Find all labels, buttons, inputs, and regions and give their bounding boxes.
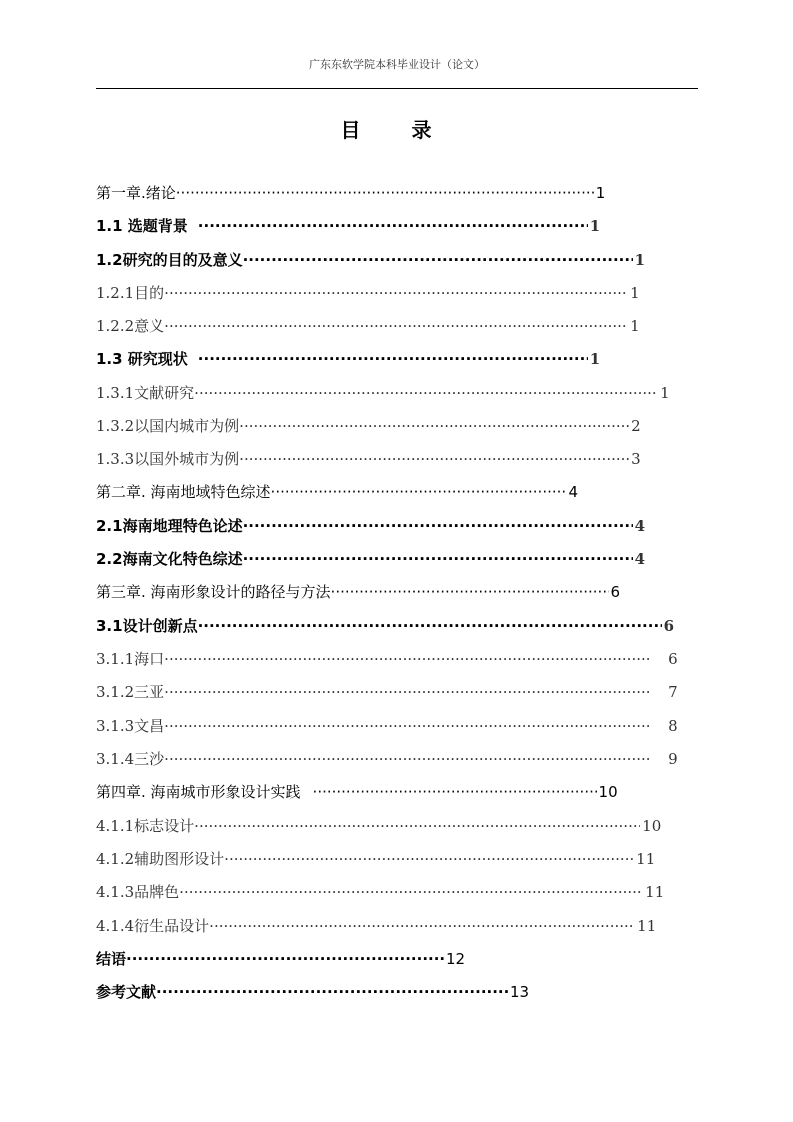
toc-label: 参考文献	[96, 983, 157, 1001]
header-rule	[96, 88, 698, 89]
toc-page: 1	[595, 184, 606, 202]
toc-label: 第二章. 海南地域特色综述	[96, 483, 271, 501]
toc-entry[interactable]	[96, 844, 655, 874]
toc-leader	[179, 877, 643, 907]
toc-page: 3	[631, 450, 641, 468]
toc-entry[interactable]	[96, 877, 664, 907]
toc-entry[interactable]	[96, 944, 465, 974]
toc-entry[interactable]	[96, 477, 578, 507]
toc-page: 12	[446, 950, 466, 968]
toc-page: 8	[668, 717, 678, 735]
toc-label: 1.1 选题背景	[96, 217, 188, 235]
toc-leader	[126, 944, 444, 974]
running-header: 广东东软学院本科毕业设计（论文）	[309, 58, 485, 71]
toc-label: 1.3.1文献研究	[96, 384, 195, 402]
toc-leader	[164, 644, 666, 674]
toc-page: 4	[634, 517, 646, 535]
toc-label: 3.1.1海口	[96, 650, 165, 668]
toc-page: 10	[642, 817, 662, 835]
toc-page: 6	[668, 650, 678, 668]
toc-page: 1	[589, 217, 601, 235]
toc-label: 1.2.2意义	[96, 317, 165, 335]
toc-entry[interactable]	[96, 245, 645, 275]
toc-page: 13	[510, 983, 530, 1001]
toc-page: 1	[630, 317, 640, 335]
toc-label: 2.2海南文化特色综述	[96, 550, 243, 568]
toc-page: 7	[668, 683, 678, 701]
toc-label: 1.3 研究现状	[96, 350, 188, 368]
toc-label: 4.1.1标志设计	[96, 817, 195, 835]
toc-page: 11	[637, 917, 657, 935]
toc-page: 10	[598, 783, 618, 801]
toc-leader	[198, 211, 588, 241]
toc-label: 1.2研究的目的及意义	[96, 251, 243, 269]
page-title: 目 录	[340, 118, 454, 142]
toc-page: 11	[645, 883, 665, 901]
toc-page: 1	[589, 350, 601, 368]
toc-label: 第三章. 海南形象设计的路径与方法	[96, 583, 331, 601]
toc-leader	[198, 611, 662, 641]
toc-leader	[198, 344, 588, 374]
toc-label: 3.1.3文昌	[96, 717, 165, 735]
toc-leader	[156, 977, 508, 1007]
toc-page: 1	[660, 384, 670, 402]
toc-entry[interactable]	[96, 344, 600, 374]
toc-page: 1	[630, 284, 640, 302]
toc-entry[interactable]	[96, 444, 641, 474]
toc-page: 6	[610, 583, 621, 601]
toc-label: 2.1海南地理特色论述	[96, 517, 243, 535]
toc-label: 1.3.2以国内城市为例	[96, 417, 240, 435]
toc-entry[interactable]	[96, 611, 674, 641]
toc-leader	[243, 544, 633, 574]
toc-label: 第四章. 海南城市形象设计实践	[96, 783, 301, 801]
toc-page: 9	[668, 750, 678, 768]
toc-entry[interactable]	[96, 278, 640, 308]
toc-leader	[194, 811, 640, 841]
toc-entry[interactable]	[96, 977, 529, 1007]
toc-entry[interactable]	[96, 577, 620, 607]
toc-leader	[271, 477, 567, 507]
toc-leader	[224, 844, 634, 874]
toc-leader	[209, 911, 635, 941]
toc-leader	[239, 411, 629, 441]
toc-page: 11	[636, 850, 656, 868]
toc-entry[interactable]	[96, 711, 678, 741]
toc-leader	[164, 711, 666, 741]
toc-page: 4	[568, 483, 579, 501]
toc-leader	[164, 677, 666, 707]
toc-entry[interactable]	[96, 411, 641, 441]
toc-entry[interactable]	[96, 744, 678, 774]
toc-page: 2	[631, 417, 641, 435]
toc-label: 4.1.4衍生品设计	[96, 917, 210, 935]
toc-entry[interactable]	[96, 644, 678, 674]
toc-label: 3.1.4三沙	[96, 750, 165, 768]
toc-entry[interactable]	[96, 544, 645, 574]
toc-leader	[331, 577, 609, 607]
toc-leader	[243, 511, 633, 541]
toc-leader	[243, 245, 633, 275]
toc-label: 3.1设计创新点	[96, 617, 198, 635]
toc-leader	[164, 744, 666, 774]
toc-entry[interactable]	[96, 777, 618, 807]
toc-label: 4.1.2辅助图形设计	[96, 850, 225, 868]
toc-label: 1.3.3以国外城市为例	[96, 450, 240, 468]
toc-leader	[176, 178, 594, 208]
toc-page: 1	[634, 251, 646, 269]
toc-leader	[164, 311, 628, 341]
toc-label: 1.2.1目的	[96, 284, 165, 302]
toc-entry[interactable]	[96, 911, 656, 941]
toc-entry[interactable]	[96, 811, 661, 841]
toc-leader	[239, 444, 629, 474]
toc-page: 4	[634, 550, 646, 568]
toc-leader	[313, 777, 597, 807]
toc-entry[interactable]	[96, 378, 670, 408]
toc-leader	[194, 378, 658, 408]
toc-label: 结语	[96, 950, 127, 968]
toc-label: 4.1.3品牌色	[96, 883, 180, 901]
toc-label: 3.1.2三亚	[96, 683, 165, 701]
toc-label: 第一章.绪论	[96, 184, 176, 202]
toc-entry[interactable]	[96, 677, 678, 707]
toc-entry[interactable]	[96, 511, 645, 541]
toc-entry[interactable]	[96, 178, 605, 208]
toc-leader	[164, 278, 628, 308]
toc-entry[interactable]	[96, 211, 600, 241]
toc-entry[interactable]	[96, 311, 640, 341]
toc-page: 6	[663, 617, 675, 635]
